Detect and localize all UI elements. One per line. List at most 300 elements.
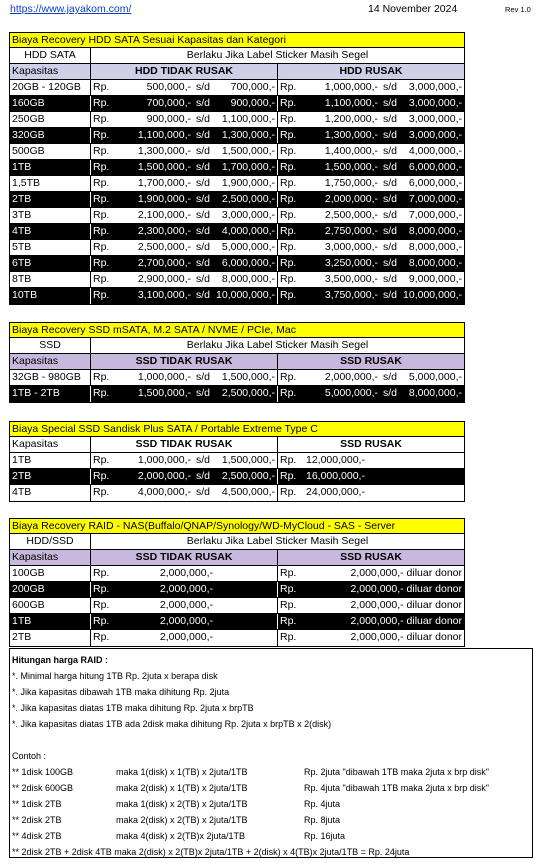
price-from: 2,000,000,- <box>137 470 191 482</box>
currency-label: Rp. <box>93 225 110 237</box>
price-ok-cell <box>91 485 278 501</box>
price-from: 3,100,000,- <box>137 289 191 301</box>
price-ok-cell <box>91 272 278 287</box>
price-broken-cell <box>278 598 464 613</box>
price-broken-cell <box>278 370 464 385</box>
price-ok-cell <box>91 176 278 191</box>
example-result: Rp. 4juta <box>304 799 341 809</box>
price-value: 2,000,000,- <box>159 599 213 611</box>
raid-row <box>10 582 464 598</box>
capacity-cell: 2TB <box>10 469 91 484</box>
hdd-rows <box>10 80 464 304</box>
price-ok-cell <box>91 598 278 613</box>
price-broken-cell <box>278 469 464 484</box>
range-separator: s/d <box>195 81 210 93</box>
sandisk-table-title: Biaya Special SSD Sandisk Plus SATA / Portable Extreme Type C <box>10 422 464 437</box>
range-separator: s/d <box>195 486 210 498</box>
price-to: 8,000,000,- <box>408 225 462 237</box>
price-to: 900,000,- <box>230 97 275 109</box>
range-separator: s/d <box>195 257 210 269</box>
price-from: 2,700,000,- <box>137 257 191 269</box>
sandisk-col-broken: SSD RUSAK <box>340 438 402 450</box>
document-date: 14 November 2024 <box>368 3 458 15</box>
currency-label: Rp. <box>280 241 297 253</box>
price-ok-cell <box>91 240 278 255</box>
price-to: 4,500,000,- <box>221 486 275 498</box>
range-separator: s/d <box>195 209 210 221</box>
price-value: 2,000,000,- diluar donor <box>350 599 462 611</box>
example-formula: maka 4(disk) x 2(TB)x 2juta/1TB <box>116 831 246 841</box>
example-result: Rp. 8juta <box>304 815 341 825</box>
hdd-price-table <box>9 32 465 305</box>
example-row <box>12 828 530 844</box>
price-to: 8,000,000,- <box>408 387 462 399</box>
capacity-cell: 4TB <box>10 224 91 239</box>
price-from: 1,300,000,- <box>137 145 191 157</box>
currency-label: Rp. <box>93 631 110 643</box>
ssd-table-title: Biaya Recovery SSD mSATA, M.2 SATA / NVME / PCIe, Mac <box>10 323 464 338</box>
currency-label: Rp. <box>93 583 110 595</box>
price-ok-cell <box>91 386 278 402</box>
currency-label: Rp. <box>280 273 297 285</box>
range-separator: s/d <box>195 289 210 301</box>
hdd-row <box>10 224 464 240</box>
price-from: 3,250,000,- <box>324 257 378 269</box>
ssd-type-label: SSD <box>10 338 91 353</box>
note-line: *. Minimal harga hitung 1TB Rp. 2juta x berapa disk <box>12 671 218 681</box>
range-separator: s/d <box>195 454 210 466</box>
range-separator: s/d <box>382 81 397 93</box>
price-value: 2,000,000,- diluar donor <box>350 615 462 627</box>
currency-label: Rp. <box>280 486 297 498</box>
price-ok-cell <box>91 112 278 127</box>
range-separator: s/d <box>382 371 397 383</box>
price-ok-cell <box>91 453 278 468</box>
price-to: 8,000,000,- <box>408 241 462 253</box>
range-separator: s/d <box>195 470 210 482</box>
currency-label: Rp. <box>280 145 297 157</box>
price-ok-cell <box>91 224 278 239</box>
currency-label: Rp. <box>280 193 297 205</box>
capacity-cell: 1TB <box>10 614 91 629</box>
currency-label: Rp. <box>93 209 110 221</box>
price-to: 1,100,000,- <box>221 113 275 125</box>
hdd-col-broken: HDD RUSAK <box>339 65 403 77</box>
currency-label: Rp. <box>93 289 110 301</box>
example-formula: maka 1(disk) x 1(TB) x 2juta/1TB <box>116 767 248 777</box>
hdd-sticker-note: Berlaku Jika Label Sticker Masih Segel <box>186 49 369 61</box>
notes-spacer <box>12 732 530 748</box>
range-separator: s/d <box>195 273 210 285</box>
range-separator: s/d <box>382 241 397 253</box>
raid-notes <box>9 648 533 858</box>
range-separator: s/d <box>382 387 397 399</box>
currency-label: Rp. <box>280 583 297 595</box>
price-to: 6,000,000,- <box>408 177 462 189</box>
hdd-type-row <box>10 48 464 64</box>
capacity-cell: 3TB <box>10 208 91 223</box>
price-from: 500,000,- <box>146 81 191 93</box>
price-ok-cell <box>91 192 278 207</box>
price-from: 1,000,000,- <box>137 454 191 466</box>
raid-col-ok: SSD TIDAK RUSAK <box>91 550 278 565</box>
currency-label: Rp. <box>93 371 110 383</box>
raid-rows <box>10 566 464 646</box>
price-to: 3,000,000,- <box>221 209 275 221</box>
hdd-row <box>10 208 464 224</box>
example-disk: ** 4disk 2TB <box>12 831 62 841</box>
price-from: 900,000,- <box>146 113 191 125</box>
price-value: 2,000,000,- <box>159 567 213 579</box>
capacity-cell: 20GB - 120GB <box>10 80 91 95</box>
price-broken-cell <box>278 386 464 402</box>
price-to: 4,000,000,- <box>221 225 275 237</box>
currency-label: Rp. <box>93 241 110 253</box>
price-to: 1,500,000,- <box>221 454 275 466</box>
price-from: 2,900,000,- <box>137 273 191 285</box>
currency-label: Rp. <box>93 486 110 498</box>
price-from: 2,100,000,- <box>137 209 191 221</box>
price-value: 12,000,000,- <box>306 454 365 466</box>
price-ok-cell <box>91 256 278 271</box>
price-to: 1,700,000,- <box>221 161 275 173</box>
sandisk-rows <box>10 453 464 501</box>
capacity-cell: 5TB <box>10 240 91 255</box>
sandisk-row <box>10 485 464 501</box>
note-line: *. Jika kapasitas dibawah 1TB maka dihitung Rp. 2juta <box>12 687 230 697</box>
currency-label: Rp. <box>280 81 297 93</box>
price-to: 2,500,000,- <box>221 387 275 399</box>
price-to: 7,000,000,- <box>408 193 462 205</box>
price-from: 2,300,000,- <box>137 225 191 237</box>
ssd-row <box>10 370 464 386</box>
currency-label: Rp. <box>93 81 110 93</box>
ssd-column-headers <box>10 354 464 370</box>
price-ok-cell <box>91 582 278 597</box>
example-result: Rp. 16juta <box>304 831 346 841</box>
price-ok-cell <box>91 144 278 159</box>
price-ok-cell <box>91 160 278 175</box>
capacity-cell: 10TB <box>10 288 91 304</box>
price-broken-cell <box>278 485 464 501</box>
currency-label: Rp. <box>280 177 297 189</box>
hdd-row <box>10 128 464 144</box>
capacity-cell: 100GB <box>10 566 91 581</box>
price-ok-cell <box>91 288 278 304</box>
currency-label: Rp. <box>280 470 297 482</box>
ssd-col-broken: SSD RUSAK <box>340 355 402 367</box>
raid-sticker-note: Berlaku Jika Label Sticker Masih Segel <box>186 535 369 547</box>
hdd-row <box>10 96 464 112</box>
range-separator: s/d <box>382 97 397 109</box>
example-disk: ** 1disk 2TB <box>12 799 62 809</box>
price-to: 5,000,000,- <box>408 371 462 383</box>
capacity-cell: 6TB <box>10 256 91 271</box>
sandisk-col-ok: SSD TIDAK RUSAK <box>91 437 278 452</box>
price-ok-cell <box>91 80 278 95</box>
page-header <box>0 0 539 22</box>
note-line: *. Jika kapasitas diatas 1TB maka dihitung Rp. 2juta x brpTB <box>12 703 254 713</box>
example-formula: maka 2(disk) x 2(TB) x 2juta/1TB <box>116 815 248 825</box>
price-from: 1,500,000,- <box>137 387 191 399</box>
price-broken-cell <box>278 630 464 646</box>
currency-label: Rp. <box>93 193 110 205</box>
ssd-type-row <box>10 338 464 354</box>
price-broken-cell <box>278 566 464 581</box>
currency-label: Rp. <box>93 145 110 157</box>
range-separator: s/d <box>382 225 397 237</box>
hdd-row <box>10 288 464 304</box>
price-to: 6,000,000,- <box>408 161 462 173</box>
price-to: 1,500,000,- <box>221 145 275 157</box>
price-from: 5,000,000,- <box>324 387 378 399</box>
capacity-cell: 160GB <box>10 96 91 111</box>
price-ok-cell <box>91 630 278 646</box>
price-broken-cell <box>278 582 464 597</box>
price-broken-cell <box>278 112 464 127</box>
currency-label: Rp. <box>93 454 110 466</box>
price-ok-cell <box>91 96 278 111</box>
website-link[interactable]: https://www.jayakom.com/ <box>10 3 132 15</box>
example-row <box>12 780 530 796</box>
price-from: 3,000,000,- <box>324 241 378 253</box>
currency-label: Rp. <box>280 631 297 643</box>
price-from: 1,200,000,- <box>324 113 378 125</box>
price-ok-cell <box>91 370 278 385</box>
price-value: 24,000,000,- <box>306 486 365 498</box>
currency-label: Rp. <box>280 615 297 627</box>
price-value: 2,000,000,- <box>159 615 213 627</box>
raid-col-broken: SSD RUSAK <box>340 551 402 563</box>
price-to: 3,000,000,- <box>408 129 462 141</box>
capacity-cell: 1,5TB <box>10 176 91 191</box>
hdd-row <box>10 272 464 288</box>
currency-label: Rp. <box>93 567 110 579</box>
capacity-cell: 600GB <box>10 598 91 613</box>
example-disk: ** 1disk 100GB <box>12 767 74 777</box>
currency-label: Rp. <box>93 177 110 189</box>
price-to: 8,000,000,- <box>221 273 275 285</box>
revision-label: Rev 1.0 <box>505 5 531 14</box>
range-separator: s/d <box>195 161 210 173</box>
sandisk-col-capacity: Kapasitas <box>10 437 91 452</box>
capacity-cell: 200GB <box>10 582 91 597</box>
hdd-type-label: HDD SATA <box>10 48 91 63</box>
price-broken-cell <box>278 80 464 95</box>
raid-price-table <box>9 518 465 647</box>
range-separator: s/d <box>195 177 210 189</box>
price-from: 4,000,000,- <box>137 486 191 498</box>
price-from: 1,300,000,- <box>324 129 378 141</box>
capacity-cell: 1TB - 2TB <box>10 386 91 402</box>
note-line: *. Jika kapasitas diatas 1TB ada 2disk maka dihitung Rp. 2juta x brpTB x 2(disk) <box>12 719 332 729</box>
hdd-table-title: Biaya Recovery HDD SATA Sesuai Kapasitas dan Kategori <box>10 33 464 48</box>
currency-label: Rp. <box>280 129 297 141</box>
currency-label: Rp. <box>280 97 297 109</box>
raid-row <box>10 614 464 630</box>
hdd-col-capacity: Kapasitas <box>10 64 91 79</box>
price-from: 1,900,000,- <box>137 193 191 205</box>
hdd-row <box>10 160 464 176</box>
notes-heading: Hitungan harga RAID : <box>12 655 108 665</box>
example-result: Rp. 2juta "dibawah 1TB maka 2juta x brp disk" <box>304 767 489 777</box>
price-broken-cell <box>278 614 464 629</box>
capacity-cell: 1TB <box>10 453 91 468</box>
hdd-row <box>10 256 464 272</box>
ssd-rows <box>10 370 464 402</box>
price-value: 2,000,000,- diluar donor <box>350 583 462 595</box>
range-separator: s/d <box>195 113 210 125</box>
price-value: 2,000,000,- diluar donor <box>350 567 462 579</box>
range-separator: s/d <box>195 387 210 399</box>
price-broken-cell <box>278 453 464 468</box>
range-separator: s/d <box>195 225 210 237</box>
hdd-row <box>10 80 464 96</box>
price-to: 7,000,000,- <box>408 209 462 221</box>
price-ok-cell <box>91 208 278 223</box>
price-to: 9,000,000,- <box>408 273 462 285</box>
capacity-cell: 500GB <box>10 144 91 159</box>
range-separator: s/d <box>195 241 210 253</box>
capacity-cell: 250GB <box>10 112 91 127</box>
example-row <box>12 812 530 828</box>
price-from: 2,000,000,- <box>324 193 378 205</box>
price-from: 1,700,000,- <box>137 177 191 189</box>
example-formula: maka 1(disk) x 2(TB) x 2juta/1TB <box>116 799 248 809</box>
hdd-row <box>10 112 464 128</box>
price-from: 1,100,000,- <box>324 97 378 109</box>
price-to: 10,000,000,- <box>216 289 275 301</box>
range-separator: s/d <box>382 209 397 221</box>
price-broken-cell <box>278 240 464 255</box>
range-separator: s/d <box>382 193 397 205</box>
price-broken-cell <box>278 160 464 175</box>
raid-row <box>10 598 464 614</box>
price-to: 10,000,000,- <box>403 289 462 301</box>
range-separator: s/d <box>382 289 397 301</box>
price-broken-cell <box>278 144 464 159</box>
price-from: 2,500,000,- <box>324 209 378 221</box>
hdd-row <box>10 176 464 192</box>
price-from: 3,500,000,- <box>324 273 378 285</box>
price-to: 3,000,000,- <box>408 113 462 125</box>
currency-label: Rp. <box>93 470 110 482</box>
currency-label: Rp. <box>280 454 297 466</box>
range-separator: s/d <box>382 257 397 269</box>
range-separator: s/d <box>195 193 210 205</box>
currency-label: Rp. <box>93 113 110 125</box>
capacity-cell: 8TB <box>10 272 91 287</box>
example-row <box>12 796 530 812</box>
currency-label: Rp. <box>280 225 297 237</box>
currency-label: Rp. <box>93 97 110 109</box>
capacity-cell: 32GB - 980GB <box>10 370 91 385</box>
price-to: 1,300,000,- <box>221 129 275 141</box>
range-separator: s/d <box>195 371 210 383</box>
price-to: 4,000,000,- <box>408 145 462 157</box>
ssd-col-ok: SSD TIDAK RUSAK <box>91 354 278 369</box>
price-from: 1,500,000,- <box>137 161 191 173</box>
capacity-cell: 2TB <box>10 192 91 207</box>
currency-label: Rp. <box>93 273 110 285</box>
price-to: 3,000,000,- <box>408 81 462 93</box>
price-value: 2,000,000,- <box>159 583 213 595</box>
price-from: 2,750,000,- <box>324 225 378 237</box>
ssd-row <box>10 386 464 402</box>
sandisk-column-headers <box>10 437 464 453</box>
capacity-cell: 320GB <box>10 128 91 143</box>
currency-label: Rp. <box>280 209 297 221</box>
price-from: 2,500,000,- <box>137 241 191 253</box>
price-from: 1,500,000,- <box>324 161 378 173</box>
price-from: 1,750,000,- <box>324 177 378 189</box>
price-from: 700,000,- <box>146 97 191 109</box>
sandisk-row <box>10 469 464 485</box>
currency-label: Rp. <box>93 599 110 611</box>
price-broken-cell <box>278 224 464 239</box>
price-broken-cell <box>278 272 464 287</box>
sandisk-row <box>10 453 464 469</box>
range-separator: s/d <box>382 129 397 141</box>
price-value: 16,000,000,- <box>306 470 365 482</box>
hdd-row <box>10 192 464 208</box>
price-to: 5,000,000,- <box>221 241 275 253</box>
example-disk: ** 2disk 600GB <box>12 783 74 793</box>
ssd-sticker-note: Berlaku Jika Label Sticker Masih Segel <box>186 339 369 351</box>
price-to: 2,500,000,- <box>221 470 275 482</box>
sandisk-price-table <box>9 421 465 502</box>
example-formula: maka 2(disk) x 1(TB) x 2juta/1TB <box>116 783 248 793</box>
example-disk: ** 2disk 2TB <box>12 815 62 825</box>
currency-label: Rp. <box>93 615 110 627</box>
price-to: 1,900,000,- <box>221 177 275 189</box>
currency-label: Rp. <box>93 129 110 141</box>
currency-label: Rp. <box>280 599 297 611</box>
currency-label: Rp. <box>280 257 297 269</box>
range-separator: s/d <box>382 273 397 285</box>
raid-row <box>10 630 464 646</box>
price-value: 2,000,000,- <box>159 631 213 643</box>
currency-label: Rp. <box>280 161 297 173</box>
ssd-price-table <box>9 322 465 403</box>
raid-column-headers <box>10 550 464 566</box>
price-broken-cell <box>278 128 464 143</box>
hdd-row <box>10 240 464 256</box>
capacity-cell: 2TB <box>10 630 91 646</box>
range-separator: s/d <box>195 97 210 109</box>
hdd-row <box>10 144 464 160</box>
price-from: 3,750,000,- <box>324 289 378 301</box>
capacity-cell: 1TB <box>10 160 91 175</box>
price-from: 1,000,000,- <box>324 81 378 93</box>
price-value: 2,000,000,- diluar donor <box>350 631 462 643</box>
price-from: 1,000,000,- <box>137 371 191 383</box>
price-ok-cell <box>91 566 278 581</box>
example-combined: ** 2disk 2TB + 2disk 4TB maka 2(disk) x 2(TB)x 2juta/1TB + 2(disk) x 4(TB)x 2juta/1TB = Rp. 24juta <box>12 847 410 857</box>
example-label: Contoh : <box>12 751 47 761</box>
raid-col-capacity: Kapasitas <box>10 550 91 565</box>
price-from: 1,400,000,- <box>324 145 378 157</box>
price-broken-cell <box>278 96 464 111</box>
ssd-col-capacity: Kapasitas <box>10 354 91 369</box>
range-separator: s/d <box>195 129 210 141</box>
hdd-column-headers <box>10 64 464 80</box>
range-separator: s/d <box>382 113 397 125</box>
price-from: 1,100,000,- <box>137 129 191 141</box>
raid-type-row <box>10 534 464 550</box>
price-to: 6,000,000,- <box>221 257 275 269</box>
range-separator: s/d <box>195 145 210 157</box>
